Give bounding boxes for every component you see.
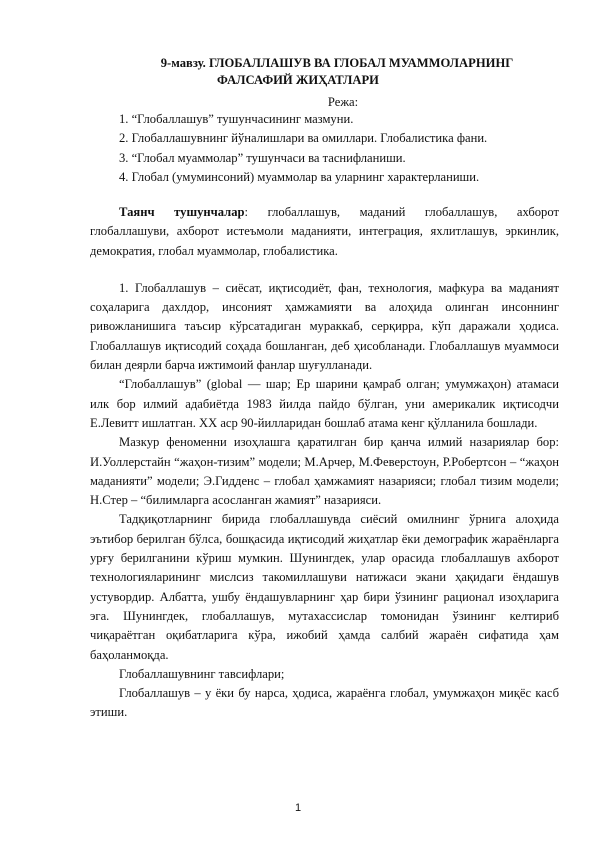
body-paragraph: Мазкур феноменни изоҳлашга қаратилган бир қанча илмий назариялар бор: И.Уоллерстайн “жаҳон-тизим” модели; М.Арчер, М.Феверстоун, Р.Робертсон – “жаҳон маданияти” модели; Э.Гидденс – глобал ҳамжамият назарияси; глобал тизим модели; Н.Стер – “билимларга асосланган жамият” назарияси. [90,435,559,508]
plan-item: 1. “Глобаллашув” тушунчасининг мазмуни. [119,112,354,126]
main-content [90,203,559,723]
page-number: 1 [294,802,302,814]
title-line-2: ФАЛСАФИЙ ЖИҲАТЛАРИ [217,73,379,88]
body-paragraph: Глобаллашувнинг тавсифлари; [119,666,285,681]
body-paragraph: 1. Глобаллашув – сиёсат, иқтисодиёт, фан, технология, мафкура ва маданият соҳаларига дахлдор, инсоният ҳамжамияти ва алоҳида олинган инсоннинг ривожланишига таъсир кўрсатадиган мураккаб, серқирра, кўп даражали ҳодиса. Глобаллашув иқтисодий соҳада бошланган, деб ҳисобланади. Глобаллашув муаммоси билан деярли барча ижтимоий фанлар шуғулланади. [90,280,559,373]
body-paragraph: “Глобаллашув” (global — шар; Ер шарини қамраб олган; умумжаҳон) атамаси илк бор илмий адабиётда 1983 йилда пайдо бўлган, уни америкалик иқтисодчи Е.Левитт ишлатган. XX аср 90-йилларидан бошлаб атама кенг қўлланила бошлади. [90,377,559,430]
plan-item: 2. Глобаллашувнинг йўналишлари ва омиллари. Глобалистика фани. [119,131,488,146]
title-line-1: 9-мавзу. ГЛОБАЛЛАШУВ ВА ГЛОБАЛ МУАММОЛАРНИНГ [160,56,514,70]
plan-list [119,110,559,188]
plan-heading: Режа: [327,95,359,109]
body-paragraph: Глобаллашув – у ёки бу нарса, ҳодиса, жараёнга глобал, умумжаҳон миқёс касб этиши. [90,686,559,720]
key-concepts-text: : глобаллашув, маданий глобаллашув, ахборот глобаллашуви, ахборот истеъмоли маданияти, интеграция, яхлитлашув, эркинлик, демократия, глобал муаммолар, глобалистика. [90,205,559,258]
plan-item: 3. “Глобал муаммолар” тушунчаси ва таснифланиши. [119,150,406,165]
key-concepts-paragraph [90,203,559,261]
body-paragraph: Тадқиқотларнинг бирида глобаллашувда сиёсий омилнинг ўрнига алоҳида эътибор берилган бўлса, бошқасида иқтисодий жиҳатлар ёки демографик жараёнларга урғу берилганини кўриш мумкин. Шунингдек, улар орасида глобаллашув ахборот технологияларининг мислсиз такомиллашуви натижаси экани ҳақидаги ёндашув устувордир. Албатта, ушбу ёндашувларнинг ҳар бири ўзининг рационал изоҳларига эга. Шунингдек, глобаллашув, мутахассислар томонидан ўзининг келтириб чиқараётган оқибатларига кўра, ижобий ҳамда салбий жараён сифатида ҳам баҳоланмоқда. [90,512,559,662]
plan-item: 4. Глобал (умуминсоний) муаммолар ва уларнинг характерланиши. [119,170,480,185]
key-concepts-label: Таянч тушунчалар [119,205,245,219]
spacer [90,261,559,279]
page-title [0,55,596,89]
